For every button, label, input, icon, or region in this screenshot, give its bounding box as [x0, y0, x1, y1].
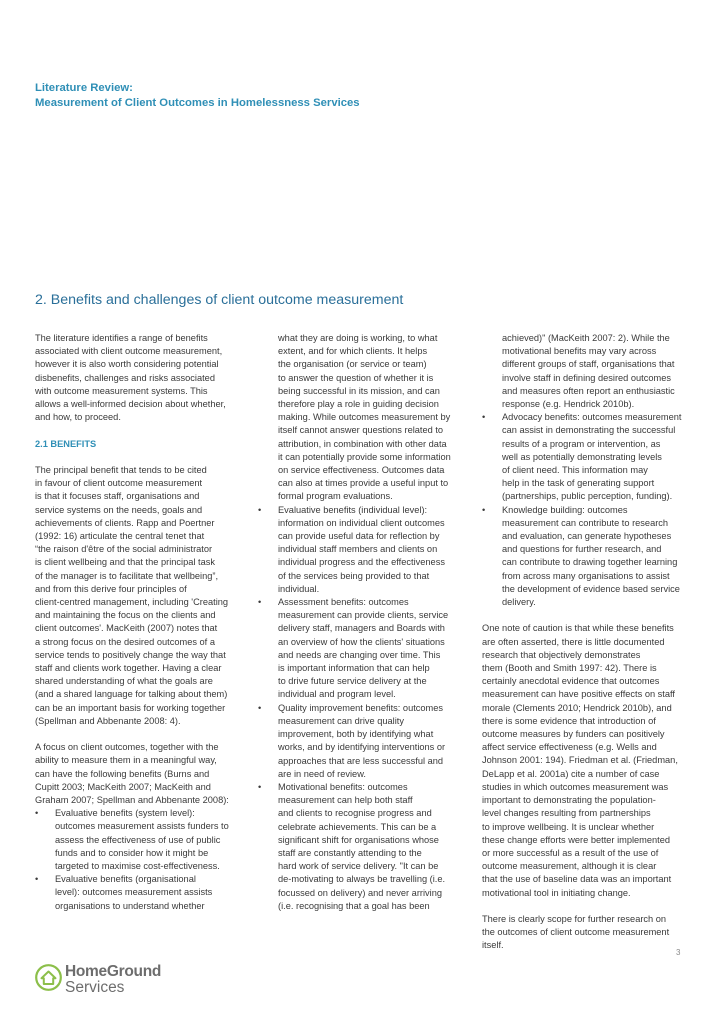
bullet-motivational: • Motivational benefits: outcomes measurement can help both staff and clients to recognise progress and celebrate achievements. This can be a significant shift for organisations whose staff are constantly attending to the hard work of service delivery. "It can be de-motivating to always be travelling (i.e. focussed on delivery) and never arriving (i.e. recognising that a goal has been [258, 781, 472, 913]
bullet-assessment: • Assessment benefits: outcomes measurement can provide clients, service delivery staff, managers and Boards with an overview of how the clients' situations and needs are changing over time. This is important information that can help to drive future service delivery at the individual and program level. [258, 596, 472, 702]
bullet-quality-improvement: • Quality improvement benefits: outcomes measurement can drive quality improvement, both by identifying what works, and by identifying interventions or approaches that are less successful and are in need of review. [258, 702, 472, 781]
column-2 [258, 332, 472, 913]
logo-text-services: Services [65, 979, 125, 996]
further-research-paragraph: There is clearly scope for further research on the outcomes of client outcome measurement itself. [482, 913, 670, 951]
bullet-advocacy: • Advocacy benefits: outcomes measurement can assist in demonstrating the successful results of a program or intervention, as well as potentially demonstrating levels of client need. This information may help in the task of generating support (partnerships, public perception, funding). [482, 411, 696, 503]
document-header [35, 81, 675, 111]
bullet-evaluative-system: • Evaluative benefits (system level): outcomes measurement assists funders to assess the effectiveness of use of public funds and to consider how it might be targeted to maximise cost-effectiveness. [35, 807, 249, 873]
focus-paragraph: A focus on client outcomes, together with the ability to measure them in a meaningful way, can have the following benefits (Burns and Cupitt 2003; MacKeith 2007; MacKeith and Graham 2007; Spellman and Abbenante 2008): [35, 742, 229, 806]
bullet-knowledge-building: • Knowledge building: outcomes measurement can contribute to research and evaluation, can generate hypotheses and questions for further research, and can contribute to drawing together learning from across many organisations to assist the development of evidence based service delivery. [482, 504, 696, 610]
bullet-evaluative-individual: • Evaluative benefits (individual level): information on individual client outcomes can provide useful data for reflection by individual staff members and clients on individual progress and the effectiveness of the services being provided to that individual. [258, 504, 472, 596]
header-line-1: Literature Review: [35, 82, 133, 94]
section-title: 2. Benefits and challenges of client outcome measurement [35, 292, 404, 308]
page-number: 3 [676, 948, 681, 957]
bullet-continuation: achieved)" (MacKeith 2007: 2). While the motivational benefits may vary across different groups of staff, organisations that involve staff in defining desired outcomes and measures often report an enthusiastic response (e.g. Hendrick 2010b). [502, 333, 675, 410]
column-1 [35, 332, 249, 913]
logo-text-homeground: HomeGround [65, 963, 162, 980]
subheading-benefits: 2.1 BENEFITS [35, 438, 97, 449]
homeground-logo [35, 963, 185, 997]
intro-paragraph: The literature identifies a range of benefits associated with client outcome measurement, however it is also worth considering potential disbenefits, challenges and risks associated with outcome measurement systems. This allows a well-informed decision about whether, and how, to proceed. [35, 333, 226, 423]
column-3 [482, 332, 696, 953]
header-line-2: Measurement of Client Outcomes in Homelessness Services [35, 97, 360, 109]
house-logo-icon [35, 964, 62, 991]
bullet-continuation: what they are doing is working, to what extent, and for which clients. It helps the organisation (or service or team) to answer the question of whether it is being successful in its mission, and can therefore play a role in guiding decision making. While outcomes measurement by itself cannot answer questions related to attribution, in combination with other data it can potentially provide some information on service effectiveness. Outcomes data can also at times provide a useful input to formal program evaluations. [278, 333, 451, 502]
principal-benefit-paragraph: The principal benefit that tends to be cited in favour of client outcome measurement is that it focuses staff, organisations and service systems on the needs, goals and achievements of clients. Rapp and Poertner (1992: 16) articulate the central tenet that “the raison d'être of the social administrator is client wellbeing and that the principal task of the manager is to facilitate that wellbeing”, and from this derive four principles of client-centred management, including 'Creating and maintaining the focus on the clients and client outcomes'. MacKeith (2007) notes that a strong focus on the desired outcomes of a service tends to positively change the way that staff and clients work together. Having a clear shared understanding of what the goals are (and a shared language for talking about them) can be an important basis for working together (Spellman and Abbenante 2008: 4). [35, 465, 229, 726]
caution-paragraph: One note of caution is that while these benefits are often asserted, there is little documented research that objectively demonstrates them (Booth and Smith 1997: 42). There is certainly anecdotal evidence that outcomes measurement can have positive effects on staff morale (Clements 2010; Hendrick 2010b), and there is some evidence that introduction of outcome measures by funders can positively affect service effectiveness (e.g. Wells and Johnson 2001: 194). Friedman et al. (Friedman, DeLapp et al. 2001a) cite a number of case studies in which outcomes measurement was important to demonstrating the population- level changes resulting from partnerships to improve wellbeing. It is unclear whether these change efforts were better implemented or more successful as a result of the use of outcome measurement, although it is clear that the use of baseline data was an important motivational tool in initiating change. [482, 623, 678, 898]
bullet-evaluative-organisational: • Evaluative benefits (organisational level): outcomes measurement assists organisations to understand whether [35, 873, 249, 913]
